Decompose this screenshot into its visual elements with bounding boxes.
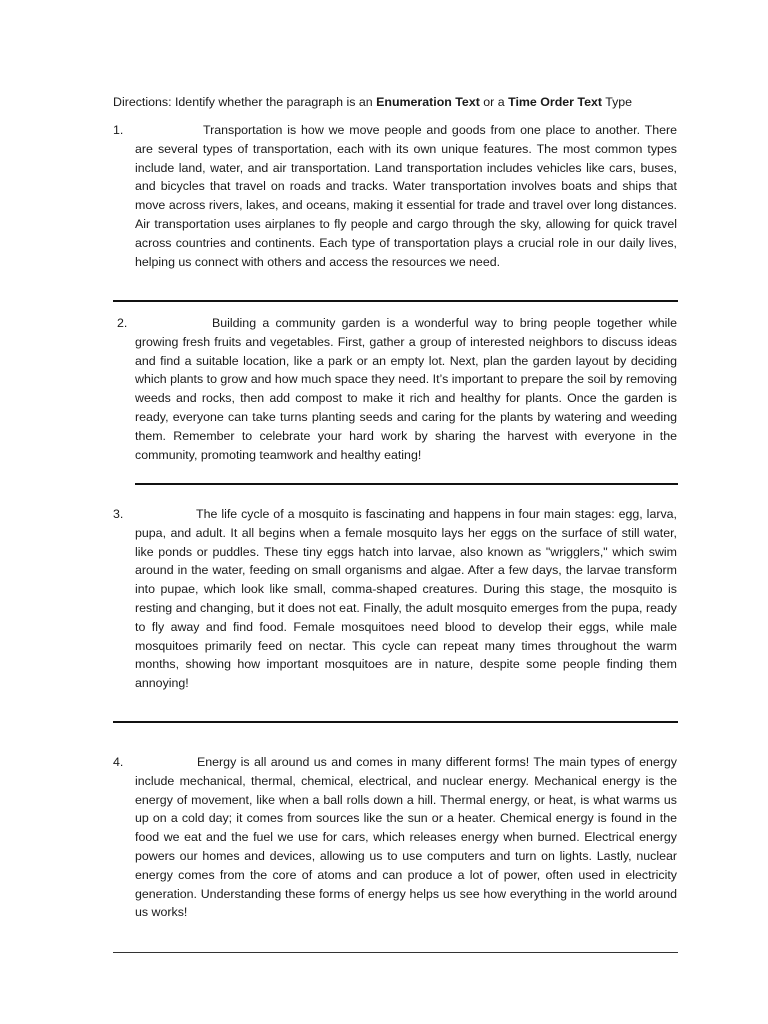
question-item-4 bbox=[113, 753, 678, 922]
directions-middle: or a bbox=[479, 95, 509, 109]
paragraph-text: The life cycle of a mosquito is fascinating and happens in four main stages: egg, larva, pupa, and adult. It all begins when a female mosquito lays her eggs on the surface of still water, like ponds or puddles. These tiny eggs hatch into larvae, also known as "wrigglers," which swim around in the water, feeding on small organisms and algae. After a few days, the larvae transform into pupae, which look like small, comma-shaped creatures. During this stage, the mosquito is resting and changing, but it does not eat. Finally, the adult mosquito emerges from the pupa, ready to fly away and find food. Female mosquitoes need blood to develop their eggs, while male mosquitoes primarily feed on nectar. This cycle can repeat many times throughout the warm months, showing how important mosquitoes are in nature, despite some people finding them annoying! bbox=[135, 507, 677, 691]
question-number: 3. bbox=[113, 507, 124, 521]
directions-line bbox=[113, 93, 693, 111]
answer-line-1[interactable] bbox=[113, 300, 678, 302]
question-paragraph bbox=[135, 505, 677, 693]
question-item-3 bbox=[113, 505, 678, 693]
time-order-text-term: Time Order Text bbox=[508, 95, 602, 109]
question-number: 4. bbox=[113, 755, 124, 769]
answer-line-2[interactable] bbox=[135, 483, 678, 485]
question-number: 1. bbox=[113, 123, 124, 137]
question-paragraph bbox=[135, 314, 677, 464]
answer-line-4[interactable] bbox=[113, 952, 678, 953]
question-paragraph bbox=[135, 753, 677, 922]
directions-prefix: Directions: Identify whether the paragraph is an bbox=[113, 95, 377, 109]
question-paragraph bbox=[135, 121, 677, 271]
question-item-1 bbox=[113, 121, 678, 271]
question-item-2 bbox=[113, 314, 678, 464]
directions-suffix: Type bbox=[601, 95, 633, 109]
question-number: 2. bbox=[117, 316, 128, 330]
paragraph-text: Building a community garden is a wonderful way to bring people together while growing fresh fruits and vegetables. First, gather a group of interested neighbors to discuss ideas and find a suitable location, like a park or an empty lot. Next, plan the garden layout by deciding which plants to grow and how much space they need. It’s important to prepare the soil by removing weeds and rocks, then add compost to make it rich and healthy for plants. Once the garden is ready, everyone can take turns planting seeds and caring for the plants by watering and weeding them. Remember to celebrate your hard work by sharing the harvest with everyone in the community, promoting teamwork and healthy eating! bbox=[135, 316, 677, 462]
answer-line-3[interactable] bbox=[113, 721, 678, 723]
paragraph-text: Energy is all around us and comes in many different forms! The main types of energy include mechanical, thermal, chemical, electrical, and nuclear energy. Mechanical energy is the energy of movement, like when a ball rolls down a hill. Thermal energy, or heat, is what warms us up on a cold day; it comes from sources like the sun or a heater. Chemical energy is found in the food we eat and the fuel we use for cars, which releases energy when burned. Electrical energy powers our homes and devices, allowing us to use computers and turn on lights. Lastly, nuclear energy comes from the core of atoms and can produce a lot of power, often used in electricity generation. Understanding these forms of energy helps us see how everything in the world around us works! bbox=[135, 755, 677, 920]
enumeration-text-term: Enumeration Text bbox=[376, 95, 480, 109]
paragraph-text: Transportation is how we move people and goods from one place to another. There are several types of transportation, each with its own unique features. The most common types include land, water, and air transportation. Land transportation includes vehicles like cars, buses, and bicycles that travel on roads and tracks. Water transportation involves boats and ships that move across rivers, lakes, and oceans, making it essential for trade and travel over long distances. Air transportation uses airplanes to fly people and cargo through the sky, allowing for quick travel across countries and continents. Each type of transportation plays a crucial role in our daily lives, helping us connect with others and access the resources we need. bbox=[135, 123, 677, 269]
